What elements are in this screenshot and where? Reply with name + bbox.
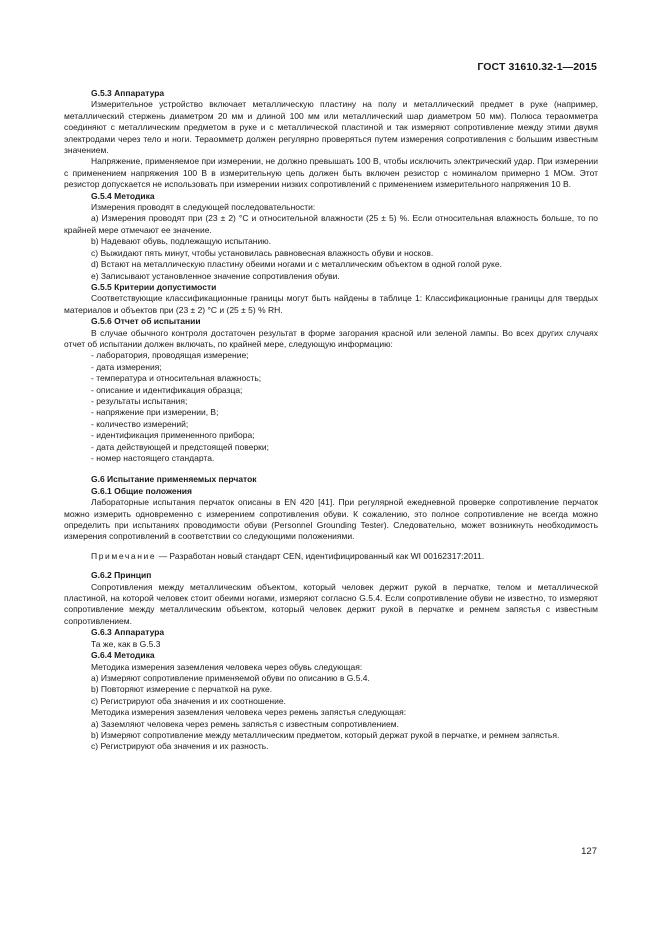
list-item: - температура и относительная влажность; — [91, 373, 262, 384]
list-item: c) Выжидают пять минут, чтобы установилась равновесная влажность обуви и носков. — [91, 247, 434, 258]
list-item: - идентификация примененного прибора; — [91, 430, 255, 441]
list-item: - результаты испытания; — [91, 395, 188, 406]
page-number: 127 — [581, 846, 597, 857]
list-item: - напряжение при измерении, В; — [91, 407, 219, 418]
list-item: e) Записывают установленное значение сопротивления обуви. — [91, 270, 340, 281]
paragraph: В случае обычного контроля достаточен результат в форме загорания красной или зеленой лампы. Во всех других случаях отчет об испытании должен включать, по крайней мере, следующую информацию: — [64, 327, 598, 349]
paragraph: Методика измерения заземления человека через обувь следующая: — [91, 661, 363, 672]
list-item: a) Измеряют сопротивление применяемой обуви по описанию в G.5.4. — [91, 672, 370, 683]
section-title: G.5.3 Аппаратура — [91, 88, 165, 98]
list-item: - количество измерений; — [91, 418, 189, 429]
paragraph: Измерения проводят в следующей последовательности: — [91, 202, 316, 213]
section-title: G.6 Испытание применяемых перчаток — [91, 474, 257, 485]
section-title: G.6.3 Аппаратура — [91, 627, 165, 638]
section-title: G.5.6 Отчет об испытании — [91, 316, 201, 327]
list-item: b) Надевают обувь, подлежащую испытанию. — [91, 236, 271, 247]
note — [64, 551, 598, 562]
section-title: G.5.4 Методика — [91, 190, 155, 201]
list-item: d) Встают на металлическую пластину обеими ногами и с металлическим объектом в одной голой руке. — [91, 259, 502, 270]
note-text: — Разработан новый стандарт CEN, идентифицированный как WI 00162317:2011. — [156, 550, 485, 561]
section-title: G.5.5 Критерии допустимости — [91, 281, 217, 292]
paragraph: Напряжение, применяемое при измерении, не должно превышать 100 В, чтобы исключить электрический удар. При измерении с применением напряжения 100 В в измерительную цепь должен быть включен резистор с номиналом примерно 1 МОм. Этот резистор допускается не использовать при измерении низких сопротивлений с применением измерительного напряжения 10 В. — [64, 156, 598, 190]
document-body — [64, 88, 598, 753]
list-item: c) Регистрируют оба значения и их соотношение. — [91, 695, 286, 706]
list-item: c) Регистрируют оба значения и их разность. — [91, 741, 269, 752]
section-title: G.6.4 Методика — [91, 650, 155, 661]
list-item: b) Измеряют сопротивление между металлическим предметом, который держат рукой в перчатке, и ремнем запястья. — [91, 729, 560, 740]
paragraph: Измерительное устройство включает металлическую пластину на полу и металлический предмет в руке (например, металлический стержень диаметром 20 мм и длиной 100 мм или металлический шар диаметром 50 мм). Полюса тераомметра соединяют с металлическим предметом в руке и с металлической пластиной и так измеряют сопротивление между этими двумя электродами через тело и ноги. Тераомметр должен регулярно проверяться путем измерения сопротивления с большим известным значением. — [64, 99, 598, 156]
document-header: ГОСТ 31610.32-1—2015 — [477, 61, 597, 73]
list-item: b) Повторяют измерение с перчаткой на руке. — [91, 684, 273, 695]
note-label: Примечание — [91, 550, 157, 561]
list-item: a) Измерения проводят при (23 ± 2) °С и относительной влажности (25 ± 5) %. Если относительная влажность больше, то по крайней мере отмечают ее значение. — [64, 213, 598, 235]
paragraph: Сопротивления между металлическим объектом, который человек держит рукой в перчатке, телом и металлической пластиной, на которой человек стоит обеими ногами, измеряют согласно G.5.4. Если сопротивление обуви не известно, то измеряют сопротивление между металлическим объектом, который человек держит рукой в перчатке и ремнем запястья с известным сопротивлением. — [64, 581, 598, 626]
section-title: G.6.1 Общие положения — [91, 485, 192, 496]
list-item: - дата измерения; — [91, 361, 162, 372]
paragraph: Та же, как в G.5.3 — [91, 638, 161, 649]
paragraph: Лабораторные испытания перчаток описаны в EN 420 [41]. При регулярной ежедневной проверке сопротивление перчаток можно измерить одновременно с измерением сопротивления обуви. К сожалению, это полное сопротивление не всегда можно определить при испытаниях проводимости обуви (Personnel Grounding Tester). Следовательно, может возникнуть необходимость измерения сопротивлений в соответствии со следующими положениями. — [64, 497, 598, 542]
paragraph: Соответствующие классификационные границы могут быть найдены в таблице 1: Классификационные границы для твердых материалов и объектов при (23 ± 2) °С и (25 ± 5) % RH. — [64, 293, 598, 315]
list-item: a) Заземляют человека через ремень запястья с известным сопротивлением. — [91, 718, 399, 729]
paragraph: Методика измерения заземления человека через ремень запястья следующая: — [91, 707, 407, 718]
list-item: - описание и идентификация образца; — [91, 384, 243, 395]
list-item: - номер настоящего стандарта. — [91, 453, 215, 463]
list-item: - лаборатория, проводящая измерение; — [91, 350, 249, 361]
section-title: G.6.2 Принцип — [91, 570, 152, 581]
list-item: - дата действующей и предстоящей поверки; — [91, 441, 269, 452]
